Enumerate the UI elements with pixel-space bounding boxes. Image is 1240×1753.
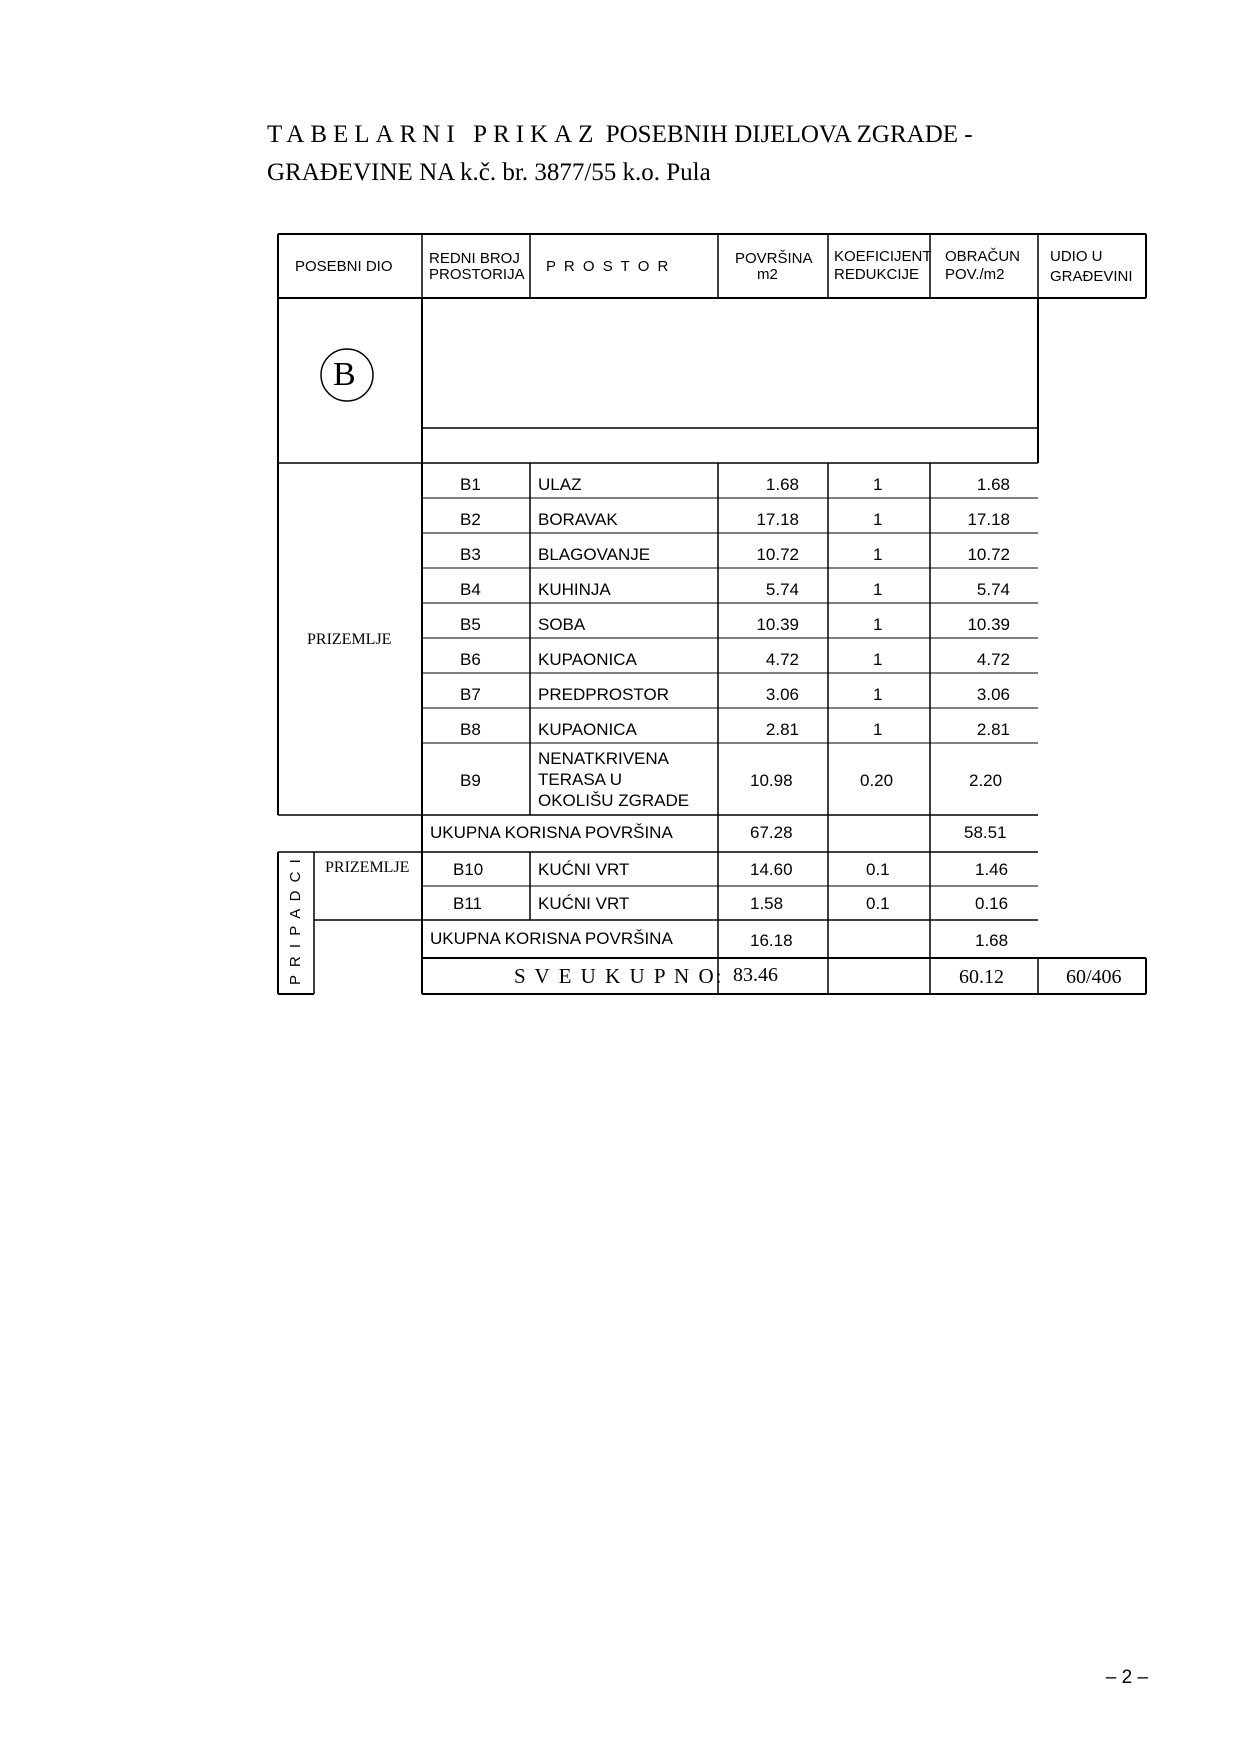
room-area-b6: 4.72: [765, 650, 799, 669]
title-rest: POSEBNIH DIJELOVA ZGRADE -: [605, 121, 973, 148]
subtotal-1-area: 67.28: [750, 823, 793, 842]
room-calc-b8: 2.81: [976, 720, 1010, 739]
room-area-b10: 14.60: [750, 860, 793, 879]
room-name-b9-line-3: OKOLIŠU ZGRADE: [538, 791, 690, 810]
room-name-b3: BLAGOVANJE: [538, 545, 651, 564]
room-calc-b4: 5.74: [976, 580, 1010, 599]
room-name-b7: PREDPROSTOR: [538, 685, 669, 704]
total-area: 83.46: [733, 964, 778, 986]
title-word-tabelarni: TABELARNI: [267, 121, 461, 148]
header-obracun-2: POV./m2: [945, 266, 1005, 283]
room-no-b10: B10: [453, 860, 484, 879]
total-label: S V E U K U P N O:: [514, 964, 724, 988]
room-coef-b2: 1: [873, 510, 883, 529]
room-coef-b4: 1: [873, 580, 883, 599]
room-area-b1: 1.68: [765, 475, 799, 494]
room-area-b8: 2.81: [765, 720, 799, 739]
room-area-b3: 10.72: [756, 545, 799, 564]
room-calc-b5: 10.39: [967, 615, 1010, 634]
header-koeficijent-1: KOEFICIJENT: [834, 248, 932, 265]
room-name-b2: BORAVAK: [538, 510, 618, 529]
room-no-b2: B2: [460, 510, 481, 529]
room-coef-b10: 0.1: [866, 860, 890, 879]
room-calc-b7: 3.06: [976, 685, 1010, 704]
unit-mark-letter: B: [333, 356, 356, 393]
room-name-b8: KUPAONICA: [538, 720, 637, 739]
room-name-b6: KUPAONICA: [538, 650, 637, 669]
room-name-b11: KUĆNI VRT: [538, 894, 630, 913]
room-coef-b5: 1: [873, 615, 883, 634]
pripadci-floor: PRIZEMLJE: [325, 859, 410, 876]
room-no-b1: B1: [460, 475, 481, 494]
room-area-b4: 5.74: [765, 580, 799, 599]
room-calc-b1: 1.68: [976, 475, 1010, 494]
room-coef-b9: 0.20: [860, 771, 894, 790]
room-name-b4: KUHINJA: [538, 580, 611, 599]
room-no-b11: B11: [453, 894, 482, 913]
room-no-b9: B9: [460, 771, 481, 790]
header-udio-2: GRAĐEVINI: [1050, 268, 1133, 285]
total-share: 60/406: [1066, 966, 1122, 988]
room-name-b10: KUĆNI VRT: [538, 860, 630, 879]
room-no-b8: B8: [460, 720, 481, 739]
room-coef-b11: 0.1: [866, 894, 890, 913]
pripadci-label: P R I P A D C I: [287, 857, 304, 985]
room-coef-b7: 1: [873, 685, 883, 704]
room-calc-b9: 2.20: [969, 771, 1003, 790]
header-povrsina-2: m2: [757, 266, 778, 283]
header-obracun-1: OBRAČUN: [945, 248, 1021, 265]
header-redni-broj-1: REDNI BROJ: [429, 250, 520, 267]
room-no-b4: B4: [460, 580, 481, 599]
room-coef-b1: 1: [873, 475, 883, 494]
subtotal-1-label: UKUPNA KORISNA POVRŠINA: [430, 823, 673, 842]
room-area-b5: 10.39: [756, 615, 799, 634]
room-no-b5: B5: [460, 615, 481, 634]
room-area-b11: 1.58: [750, 894, 784, 913]
subtotal-2-label: UKUPNA KORISNA POVRŠINA: [430, 929, 673, 948]
room-calc-b11: 0.16: [975, 894, 1009, 913]
room-calc-b6: 4.72: [976, 650, 1010, 669]
room-area-b2: 17.18: [756, 510, 799, 529]
room-coef-b6: 1: [873, 650, 883, 669]
room-name-b1: ULAZ: [538, 475, 582, 494]
room-calc-b10: 1.46: [975, 860, 1009, 879]
room-no-b3: B3: [460, 545, 481, 564]
room-no-b7: B7: [460, 685, 481, 704]
room-name-b9-line-1: NENATKRIVENA: [538, 749, 669, 768]
header-posebni-dio: POSEBNI DIO: [295, 258, 393, 275]
room-name-b9-line-2: TERASA U: [538, 770, 623, 789]
header-koeficijent-2: REDUKCIJE: [834, 266, 920, 283]
room-area-b7: 3.06: [765, 685, 799, 704]
total-calc: 60.12: [959, 966, 1004, 988]
title-word-prikaz: PRIKAZ: [473, 121, 600, 148]
room-coef-b3: 1: [873, 545, 883, 564]
room-name-b5: SOBA: [538, 615, 586, 634]
room-calc-b3: 10.72: [967, 545, 1010, 564]
floor-label: PRIZEMLJE: [307, 631, 392, 648]
room-no-b6: B6: [460, 650, 481, 669]
header-udio-1: UDIO U: [1050, 248, 1103, 265]
page-number: – 2 –: [1105, 1667, 1148, 1688]
header-redni-broj-2: PROSTORIJA: [429, 266, 525, 283]
room-area-b9: 10.98: [750, 771, 793, 790]
room-coef-b8: 1: [873, 720, 883, 739]
title-line-2: GRAĐEVINE NA k.č. br. 3877/55 k.o. Pula: [267, 159, 711, 186]
header-prostor: P R O S T O R: [546, 258, 671, 275]
subtotal-2-calc: 1.68: [975, 931, 1009, 950]
subtotal-2-area: 16.18: [750, 931, 793, 950]
room-calc-b2: 17.18: [967, 510, 1010, 529]
header-povrsina-1: POVRŠINA: [735, 250, 813, 267]
subtotal-1-calc: 58.51: [964, 823, 1007, 842]
